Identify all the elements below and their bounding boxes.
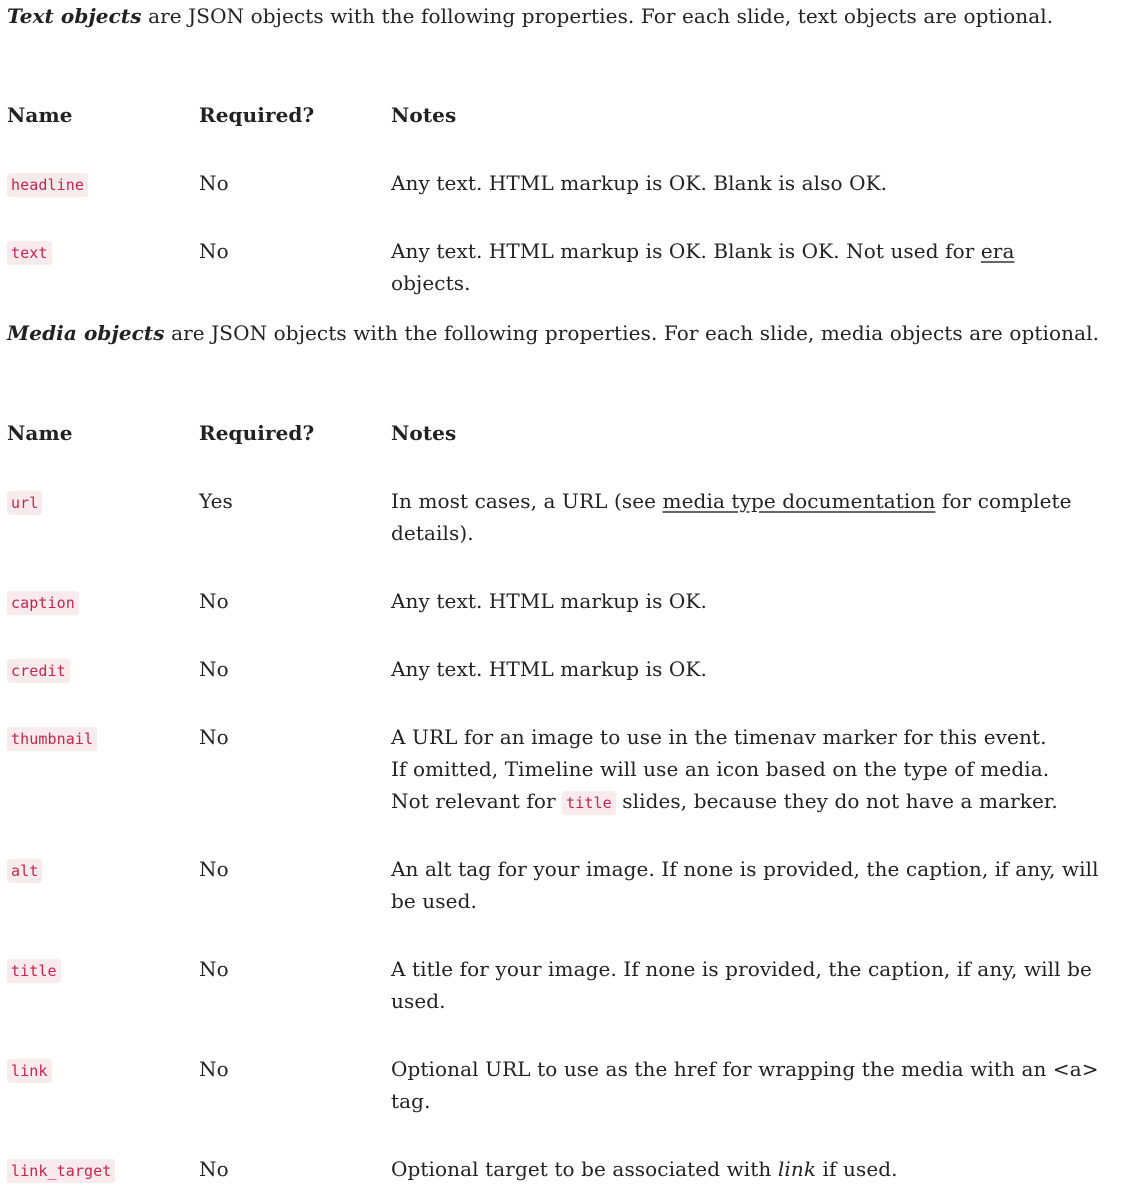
- media-objects-term: Media objects: [7, 321, 165, 345]
- table-row-notes: An alt tag for your image. If none is provided, the caption, if any, will be used.: [391, 857, 1099, 913]
- table-row-required: No: [199, 239, 229, 263]
- notes-text: Any text. HTML markup is OK. Blank is OK. Not used for: [391, 239, 981, 263]
- link-term: link: [777, 1157, 817, 1181]
- table-row-name: [7, 167, 88, 201]
- table-row-required: No: [199, 589, 229, 613]
- table-row-notes: [391, 235, 1125, 299]
- table-row-required: Yes: [199, 489, 233, 513]
- table-row-required: No: [199, 657, 229, 681]
- property-code: headline: [7, 173, 88, 197]
- text-table-header-name: Name: [7, 103, 73, 127]
- table-row-required: No: [199, 1157, 229, 1181]
- era-link[interactable]: era: [980, 239, 1015, 263]
- property-code: title: [7, 959, 61, 983]
- media-table-header-notes: Notes: [391, 421, 457, 445]
- table-row-required: No: [199, 171, 229, 195]
- property-code: text: [7, 241, 52, 265]
- text-objects-term: Text objects: [7, 4, 142, 28]
- media-table-header-required: Required?: [199, 421, 315, 445]
- table-row-name: [7, 585, 79, 619]
- property-code: url: [7, 491, 42, 515]
- text-table-header-required: Required?: [199, 103, 315, 127]
- table-row-name: [7, 853, 42, 887]
- table-row-notes: Optional URL to use as the href for wrapping the media with an <a> tag.: [391, 1057, 1099, 1113]
- table-row-notes: Any text. HTML markup is OK.: [391, 657, 707, 681]
- notes-text: for complete details).: [391, 489, 1072, 545]
- table-row-name: [7, 653, 70, 687]
- table-row-name: [7, 485, 42, 519]
- table-row-notes: [391, 721, 1125, 819]
- property-code: thumbnail: [7, 727, 97, 751]
- media-objects-description: are JSON objects with the following properties. For each slide, media objects are optional.: [164, 321, 1100, 345]
- notes-text: Not relevant for: [391, 789, 563, 813]
- table-row-notes: Any text. HTML markup is OK. Blank is also OK.: [391, 171, 888, 195]
- table-row-required: No: [199, 857, 229, 881]
- property-code: title: [562, 791, 616, 815]
- media-type-documentation-link[interactable]: media type documentation: [662, 489, 936, 513]
- table-row-notes: Any text. HTML markup is OK.: [391, 589, 707, 613]
- table-row-required: No: [199, 1057, 229, 1081]
- notes-text: Optional target to be associated with: [391, 1157, 778, 1181]
- table-row-name: [7, 235, 52, 269]
- media-table-header-name: Name: [7, 421, 73, 445]
- property-code: caption: [7, 591, 79, 615]
- text-objects-intro: [7, 0, 1122, 32]
- text-objects-description: are JSON objects with the following properties. For each slide, text objects are optional.: [141, 4, 1054, 28]
- property-code: credit: [7, 659, 70, 683]
- notes-text: In most cases, a URL (see: [391, 489, 663, 513]
- table-row-name: [7, 1153, 115, 1187]
- notes-text: A URL for an image to use in the timenav marker for this event.: [391, 725, 1047, 749]
- property-code: link: [7, 1059, 52, 1083]
- table-row-name: [7, 1053, 52, 1087]
- property-code: alt: [7, 859, 42, 883]
- notes-text: slides, because they do not have a marker.: [615, 789, 1058, 813]
- table-row-required: No: [199, 725, 229, 749]
- notes-text: objects.: [391, 271, 471, 295]
- notes-text: If omitted, Timeline will use an icon based on the type of media.: [391, 757, 1050, 781]
- table-row-notes: [391, 485, 1125, 549]
- table-row-name: [7, 721, 97, 755]
- table-row-required: No: [199, 957, 229, 981]
- text-table-header-notes: Notes: [391, 103, 457, 127]
- table-row-name: [7, 953, 61, 987]
- table-row-notes: A title for your image. If none is provided, the caption, if any, will be used.: [391, 957, 1092, 1013]
- notes-text: if used.: [816, 1157, 898, 1181]
- media-objects-intro: [7, 317, 1122, 349]
- table-row-notes: [391, 1153, 1125, 1185]
- property-code: link_target: [7, 1159, 115, 1183]
